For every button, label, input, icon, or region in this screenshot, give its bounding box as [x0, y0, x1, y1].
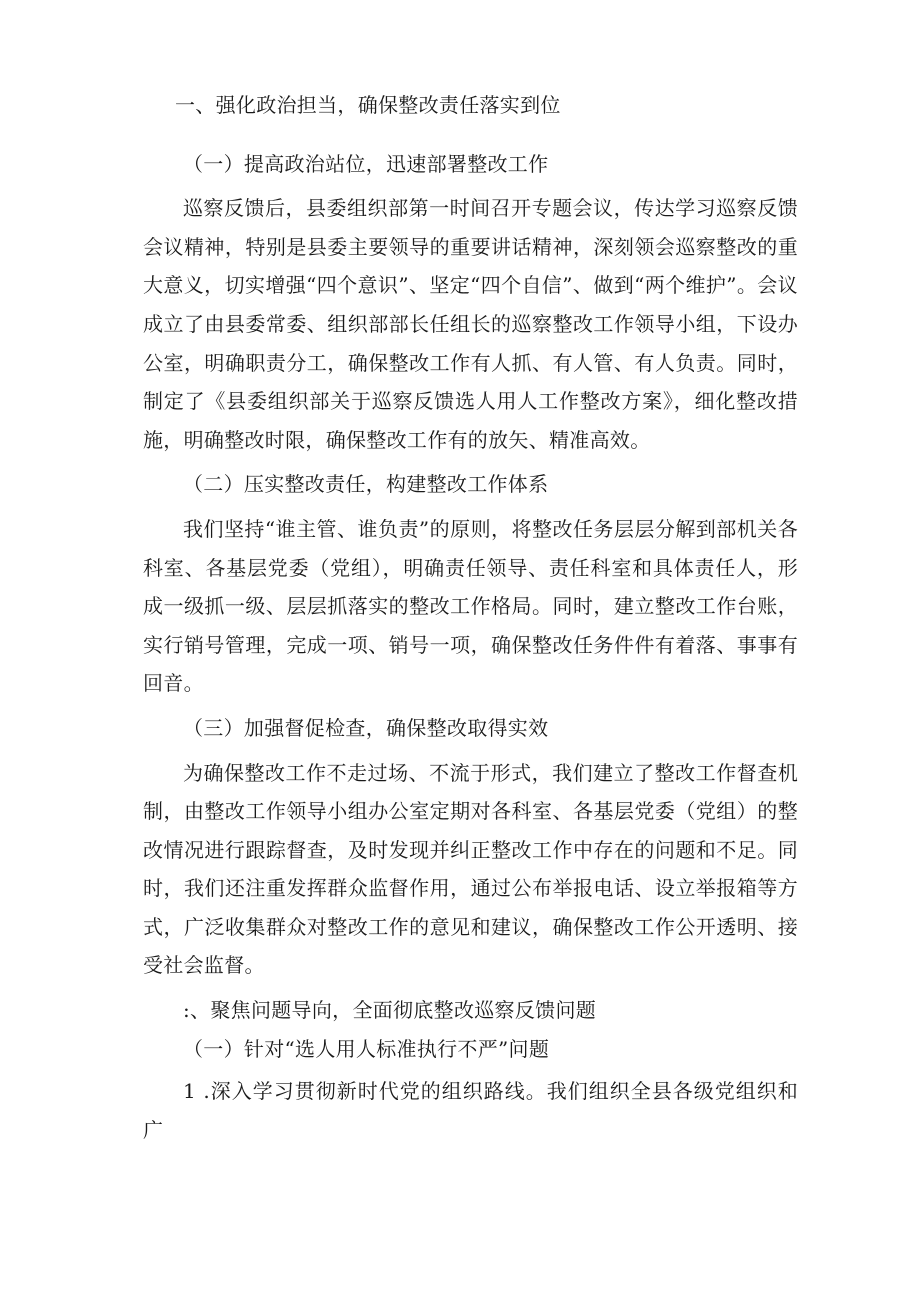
section-2-1-title: （一）针对“选人用人标准执行不严”问题 [183, 1036, 550, 1061]
section-1-3-title: （三）加强督促检查，确保整改取得实效 [183, 715, 549, 740]
section-2-1-item-1: 1 .深入学习贯彻新时代党的组织路线。我们组织全县各级党组织和广 [143, 1079, 798, 1142]
heading-2: :、聚焦问题导向，全面彻底整改巡察反馈问题 [183, 998, 597, 1023]
section-1-3-body: 为确保整改工作不走过场、不流于形式，我们建立了整改工作督查机制，由整改工作领导小组办公室定期对各科室、各基层党委（党组）的整改情况进行跟踪督查，及时发现并纠正整改工作中存在的问题和不足。同时，我们还注重发挥群众监督作用，通过公布举报电话、设立举报箱等方式，广泛收集群众对整改工作的意见和建议，确保整改工作公开透明、接受社会监督。 [143, 760, 798, 978]
heading-1: 一、强化政治担当，确保整改责任落实到位 [175, 93, 561, 117]
document-body [143, 86, 798, 1149]
section-1-1-body: 巡察反馈后，县委组织部第一时间召开专题会议，传达学习巡察反馈会议精神，特别是县委主要领导的重要讲话精神，深刻领会巡察整改的重大意义，切实增强“四个意识”、坚定“四个自信”、做到“两个维护”。会议成立了由县委常委、组织部部长任组长的巡察整改工作领导小组，下设办公室，明确职责分工，确保整改工作有人抓、有人管、有人负责。同时，制定了《县委组织部关于巡察反馈选人用人工作整改方案》，细化整改措施，明确整改时限，确保整改工作有的放矢、精准高效。 [143, 196, 798, 452]
section-1-2-title: （二）压实整改责任，构建整改工作体系 [183, 472, 549, 497]
section-1-2-body: 我们坚持“谁主管、谁负责”的原则，将整改任务层层分解到部机关各科室、各基层党委（党组），明确责任领导、责任科室和具体责任人，形成一级抓一级、层层抓落实的整改工作格局。同时，建立整改工作台账，实行销号管理，完成一项、销号一项，确保整改任务件件有着落、事事有回音。 [143, 516, 798, 696]
section-1-1-title: （一）提高政治站位，迅速部署整改工作 [183, 151, 549, 176]
